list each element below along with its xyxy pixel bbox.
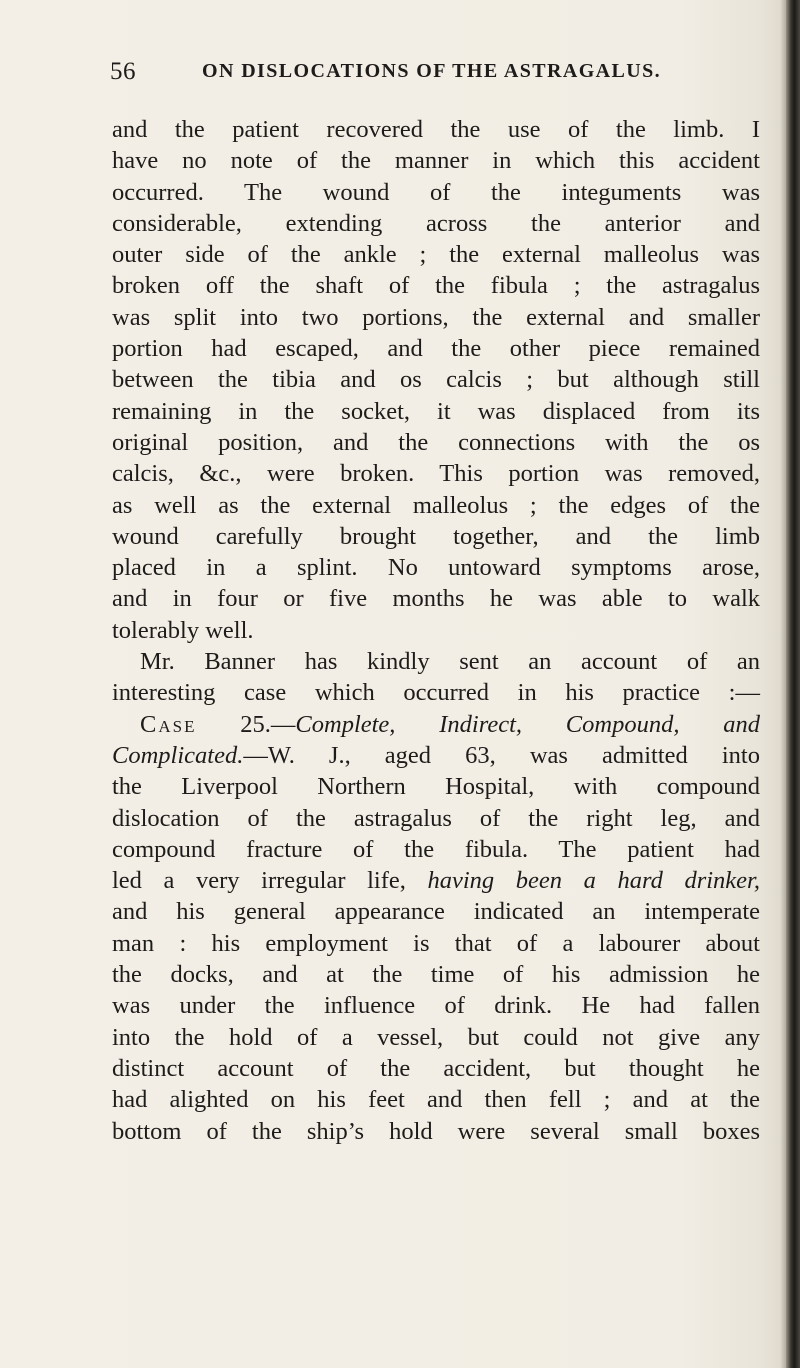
case-number: 25.— (196, 710, 296, 738)
text-line: have no note of the manner in which this accident (112, 147, 760, 175)
running-head: ON DISLOCATIONS OF THE ASTRAGALUS. (202, 60, 661, 82)
text-line: the docks, and at the time of his admission he (112, 961, 760, 989)
drinker-italic: having been a hard drinker, (427, 867, 760, 895)
text-line: had alighted on his feet and then fell ; and at the (112, 1086, 760, 1114)
text-line: into the hold of a vessel, but could not give any (112, 1023, 760, 1051)
text-line: interesting case which occurred in his practice :— (112, 679, 760, 707)
drinker-text: led a very irregular life, (112, 867, 428, 895)
text-line: Mr. Banner has kindly sent an account of an (140, 648, 760, 676)
text-line: portion had escaped, and the other piece remained (112, 335, 760, 363)
text-line: broken off the shaft of the fibula ; the astragalus (112, 272, 760, 300)
text-line: as well as the external malleolus ; the edges of the (112, 491, 760, 519)
text-line: distinct account of the accident, but thought he (112, 1054, 760, 1082)
case-title: Complete, Indirect, Compound, and (295, 710, 761, 738)
text-line: dislocation of the astragalus of the right leg, and (112, 804, 760, 832)
text-line: outer side of the ankle ; the external malleolus was (112, 241, 760, 269)
page-number: 56 (110, 58, 136, 85)
text-line: bottom of the ship’s hold were several small boxes (112, 1117, 760, 1145)
case-label: Case (140, 710, 197, 738)
text-line: compound fracture of the fibula. The patient had (112, 835, 760, 863)
case-intro: —W. J., aged 63, was admitted into (243, 741, 760, 769)
body-text (112, 114, 760, 1147)
text-line: considerable, extending across the anterior and (112, 209, 760, 237)
text-line: original position, and the connections with the os (112, 428, 760, 456)
text-line: and the patient recovered the use of the limb. I (112, 116, 760, 143)
text-line: man : his employment is that of a labourer about (112, 929, 760, 957)
text-line: and in four or five months he was able to walk (112, 585, 760, 613)
text-line: and his general appearance indicated an intemperate (112, 898, 760, 926)
text-line-drinker (112, 865, 760, 896)
text-line: the Liverpool Northern Hospital, with compound (112, 773, 760, 801)
text-line: between the tibia and os calcis ; but although still (112, 366, 760, 394)
page-binding-edge (786, 0, 800, 1368)
page-header (110, 58, 760, 98)
text-line: occurred. The wound of the integuments was (112, 178, 760, 206)
text-line: wound carefully brought together, and the limb (112, 522, 760, 550)
text-line: was split into two portions, the external and smaller (112, 303, 760, 331)
case-heading-line (112, 709, 760, 740)
text-line: calcis, &c., were broken. This portion was removed, (112, 460, 760, 488)
text-line: remaining in the socket, it was displaced from its (112, 397, 760, 425)
case-title-cont: Complicated. (112, 741, 244, 769)
case-heading-line-2 (112, 740, 760, 771)
text-line: placed in a splint. No untoward symptoms arose, (112, 554, 760, 582)
text-line: was under the influence of drink. He had fallen (112, 992, 760, 1020)
text-line: tolerably well. (112, 616, 254, 644)
